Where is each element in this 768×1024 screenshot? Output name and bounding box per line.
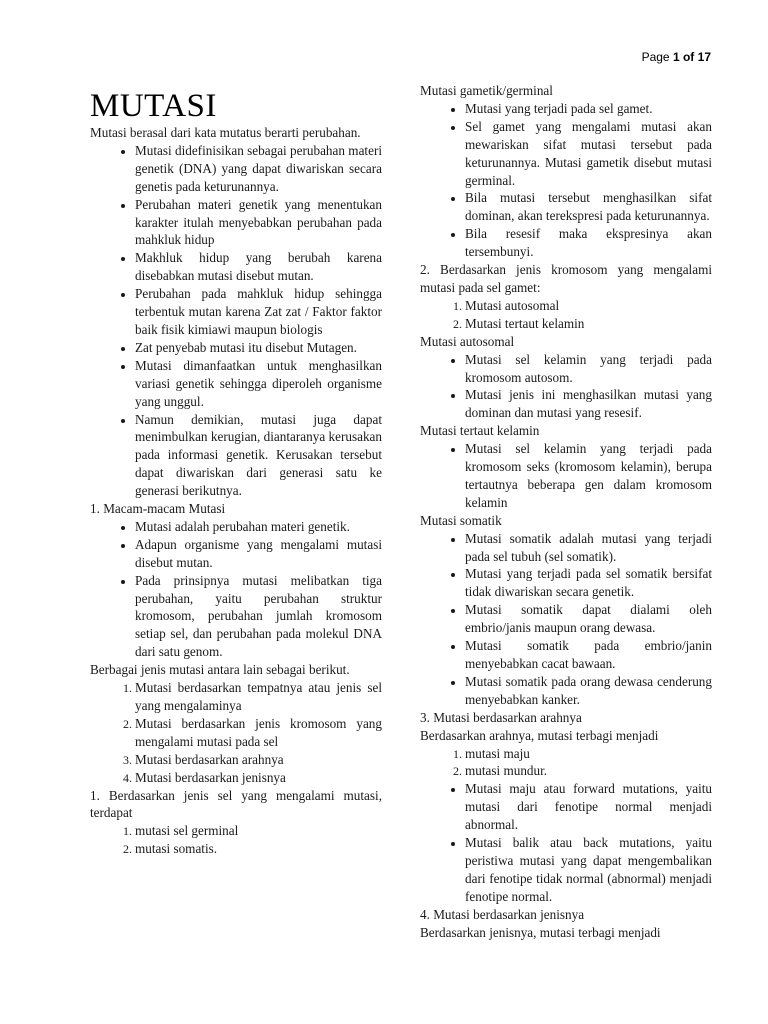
sub3-intro: Berdasarkan arahnya, mutasi terbagi menjadi xyxy=(420,727,659,743)
list-item: • Mutasi maju atau forward mutations, yaitu mutasi dari fenotipe normal menjadi abnormal. xyxy=(465,780,712,834)
intro-paragraph: Mutasi berasal dari kata mutatus berarti perubahan. xyxy=(90,125,361,140)
list-item: 1. mutasi maju xyxy=(465,745,712,763)
list-item: • Mutasi sel kelamin yang terjadi pada kromosom autosom. xyxy=(465,351,712,387)
section-heading: Mutasi tertaut kelamin xyxy=(420,423,540,439)
list-item: • Mutasi jenis ini menghasilkan mutasi yang dominan dan mutasi yang resesif. xyxy=(465,386,712,422)
list-item: • Mutasi somatik pada embrio/janin menyebabkan cacat bawaan. xyxy=(465,637,712,673)
list-item: • Perubahan materi genetik yang menentukan karakter itulah menyebabkan perubahan pada mahkluk hidup xyxy=(135,196,382,250)
list-item: 1. Mutasi berdasarkan tempatnya atau jenis sel yang mengalaminya xyxy=(135,679,382,715)
document-title: MUTASI xyxy=(90,88,217,124)
list-item: • Mutasi yang terjadi pada sel somatik bersifat tidak diwariskan secara genetik. xyxy=(465,565,712,601)
page-number xyxy=(642,49,711,67)
list-item: 3. Mutasi berdasarkan arahnya xyxy=(135,751,382,769)
list-item: • Mutasi yang terjadi pada sel gamet. xyxy=(465,100,712,118)
sub2-numbered-list xyxy=(420,297,712,333)
section-heading: Mutasi somatik xyxy=(420,512,502,528)
list-item: 1. Mutasi autosomal xyxy=(465,297,712,315)
list-item: • Makhluk hidup yang berubah karena disebabkan mutasi disebut mutan. xyxy=(135,249,382,285)
list-item: 4. Mutasi berdasarkan jenisnya xyxy=(135,769,382,787)
section-heading: 1. Macam-macam Mutasi xyxy=(90,501,226,517)
section-heading: 2. Berdasarkan jenis kromosom yang mengalami mutasi pada sel gamet: xyxy=(420,262,712,295)
page-of: of xyxy=(682,50,695,64)
right-column xyxy=(420,82,712,942)
list-item: 2. mutasi somatis. xyxy=(135,840,382,858)
section-heading: 4. Mutasi berdasarkan jenisnya xyxy=(420,906,585,922)
sexlinked-bullet-list xyxy=(420,440,712,512)
list-item: 2. Mutasi berdasarkan jenis kromosom yang mengalami mutasi pada sel xyxy=(135,715,382,751)
list-item: 1. mutasi sel germinal xyxy=(135,822,382,840)
left-column xyxy=(90,82,382,858)
intro-bullet-list xyxy=(90,142,382,500)
page-total: 17 xyxy=(697,50,711,64)
section-heading: Mutasi gametik/germinal xyxy=(420,83,553,98)
list-item: • Adapun organisme yang mengalami mutasi disebut mutan. xyxy=(135,536,382,572)
sub3-numbered-list xyxy=(420,745,712,781)
sub3-bullet-list xyxy=(420,780,712,905)
list-item: • Bila resesif maka ekspresinya akan tersembunyi. xyxy=(465,225,712,261)
gametic-bullet-list xyxy=(420,100,712,261)
list-item: • Namun demikian, mutasi juga dapat menimbulkan kerugian, diantaranya kerusakan pada informasi genetik. Kerusakan tersebut dapat diwariskan dari generasi satu ke generasi berikutnya. xyxy=(135,411,382,501)
somatic-bullet-list xyxy=(420,530,712,709)
section-heading: Mutasi autosomal xyxy=(420,333,515,349)
page-current: 1 xyxy=(672,50,680,64)
autosomal-bullet-list xyxy=(420,351,712,423)
list-item: 2. Mutasi tertaut kelamin xyxy=(465,315,712,333)
list-item: • Pada prinsipnya mutasi melibatkan tiga perubahan, yaitu perubahan struktur kromosom, perubahan jumlah kromosom setiap sel, dan perubahan pada molekul DNA dari satu genom. xyxy=(135,572,382,662)
list-item: • Mutasi sel kelamin yang terjadi pada kromosom seks (kromosom kelamin), berupa tertautnya beberapa gen dalam kromosom kelamin xyxy=(465,440,712,512)
page-label: Page xyxy=(641,50,670,64)
list-item: • Mutasi dimanfaatkan untuk menghasilkan variasi genetik sehingga diperoleh organisme yang unggul. xyxy=(135,357,382,411)
types-intro: Berbagai jenis mutasi antara lain sebagai berikut. xyxy=(90,662,350,678)
list-item: • Zat penyebab mutasi itu disebut Mutagen. xyxy=(135,339,382,357)
list-item: • Mutasi balik atau back mutations, yaitu peristiwa mutasi yang dapat mengembalikan dari fenotipe tidak normal (abnormal) menjadi fenotipe normal. xyxy=(465,834,712,906)
section-heading: 3. Mutasi berdasarkan arahnya xyxy=(420,709,582,725)
list-item: • Mutasi adalah perubahan materi genetik. xyxy=(135,518,382,536)
types-numbered-list xyxy=(90,679,382,786)
section-heading: 1. Berdasarkan jenis sel yang mengalami mutasi, terdapat xyxy=(90,787,382,821)
list-item: 2. mutasi mundur. xyxy=(465,762,712,780)
list-item: • Mutasi didefinisikan sebagai perubahan materi genetik (DNA) yang dapat diwariskan secara genetis pada keturunannya. xyxy=(135,142,382,196)
sub4-intro: Berdasarkan jenisnya, mutasi terbagi menjadi xyxy=(420,924,661,940)
section1-bullet-list xyxy=(90,518,382,661)
sub1-numbered-list xyxy=(90,822,382,858)
list-item: • Bila mutasi tersebut menghasilkan sifat dominan, akan terekspresi pada keturunannya. xyxy=(465,189,712,225)
list-item: • Mutasi somatik pada orang dewasa cenderung menyebabkan kanker. xyxy=(465,673,712,709)
list-item: • Mutasi somatik dapat dialami oleh embrio/janis maupun orang dewasa. xyxy=(465,601,712,637)
list-item: • Perubahan pada mahkluk hidup sehingga terbentuk mutan karena Zat zat / Faktor faktor baik fisik kimiawi maupun biologis xyxy=(135,285,382,339)
list-item: • Sel gamet yang mengalami mutasi akan mewariskan sifat mutasi tersebut pada keturunannya. Mutasi gametik disebut mutasi germinal. xyxy=(465,118,712,190)
list-item: • Mutasi somatik adalah mutasi yang terjadi pada sel tubuh (sel somatik). xyxy=(465,530,712,566)
